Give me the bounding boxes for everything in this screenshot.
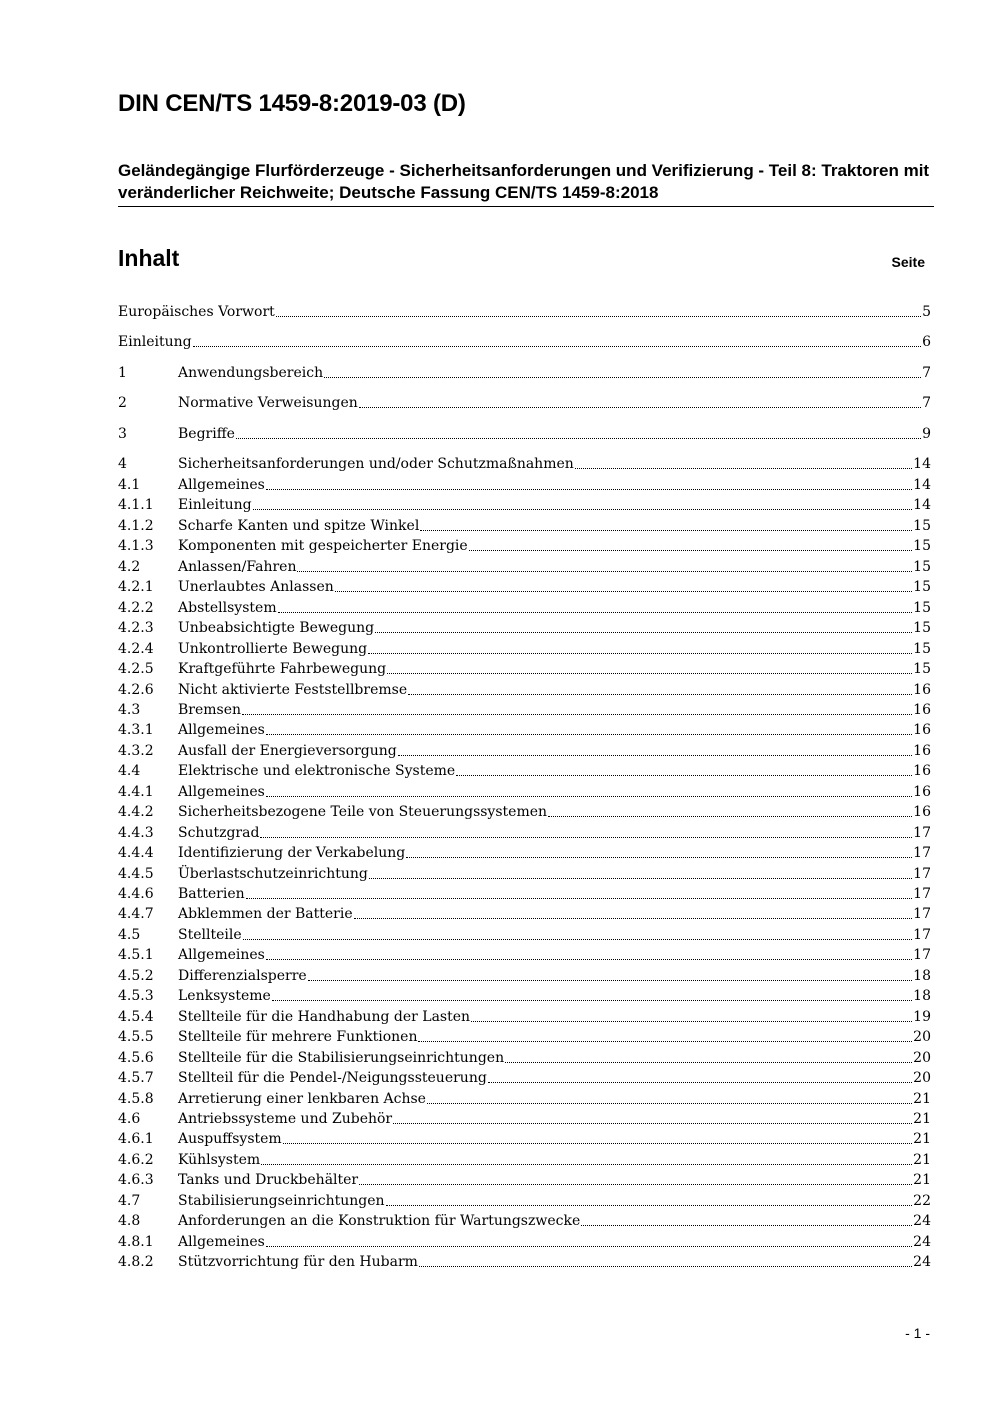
toc-leader-dots	[246, 898, 913, 899]
toc-entry[interactable]	[118, 966, 931, 986]
toc-entry-number: 4.5	[118, 926, 141, 943]
toc-entry-title: Stabilisierungseinrichtungen	[178, 1192, 385, 1209]
toc-entry-page: 7	[922, 395, 931, 411]
toc-entry-number: 4.5.5	[118, 1029, 154, 1046]
toc-entry-page: 15	[913, 538, 931, 555]
toc-entry-title: Stellteile für die Stabilisierungseinrichtungen	[178, 1049, 505, 1066]
toc-leader-dots	[369, 878, 912, 879]
toc-entry-page: 17	[913, 886, 931, 902]
toc-entry-page: 24	[913, 1233, 931, 1250]
toc-leader-dots	[368, 653, 912, 654]
toc-entry-number: 4.2.5	[118, 661, 154, 678]
toc-entry-title: Überlastschutzeinrichtung	[178, 865, 368, 882]
toc-leader-dots	[324, 377, 921, 378]
toc-entry-page: 24	[913, 1254, 931, 1271]
toc-entry-title: Identifizierung der Verkabelung	[178, 845, 406, 862]
toc-entry-title: Schutzgrad	[178, 824, 260, 841]
toc-entry[interactable]	[118, 986, 931, 1006]
toc-leader-dots	[278, 612, 913, 613]
toc-entry-page: 21	[913, 1151, 931, 1168]
toc-entry[interactable]	[118, 659, 931, 679]
toc-entry-number: 1	[118, 365, 127, 381]
toc-entry[interactable]	[118, 1007, 931, 1027]
toc-entry-page: 20	[913, 1049, 931, 1066]
toc-entry-page: 15	[913, 640, 931, 657]
toc-entry-number: 4.5.2	[118, 967, 154, 984]
toc-entry[interactable]	[118, 302, 931, 322]
toc-entry-title: Batterien	[178, 886, 245, 902]
toc-entry-title: Europäisches Vorwort	[118, 304, 275, 320]
toc-entry[interactable]	[118, 516, 931, 536]
toc-entry-title: Stützvorrichtung für den Hubarm	[178, 1254, 418, 1271]
toc-entry[interactable]	[118, 945, 931, 965]
toc-leader-dots	[297, 571, 912, 572]
toc-leader-dots	[266, 489, 912, 490]
toc-entry-number: 4.2.3	[118, 620, 154, 637]
toc-entry-page: 15	[913, 558, 931, 575]
toc-entry-title: Allgemeines	[178, 1233, 265, 1250]
toc-entry-page: 20	[913, 1070, 931, 1087]
toc-entry-page: 16	[913, 783, 931, 800]
toc-leader-dots	[420, 530, 912, 531]
toc-leader-dots	[260, 837, 912, 838]
toc-entry-title: Einleitung	[178, 497, 252, 514]
toc-entry-number: 4.2.6	[118, 681, 154, 698]
toc-entry-page: 17	[913, 824, 931, 841]
toc-entry[interactable]	[118, 741, 931, 761]
toc-entry-page: 7	[922, 365, 931, 381]
toc-leader-dots	[575, 468, 912, 469]
toc-entry-number: 4.4.4	[118, 845, 154, 862]
toc-entry-number: 4.6	[118, 1110, 141, 1127]
toc-entry-number: 4.6.3	[118, 1172, 154, 1189]
toc-entry-number: 4.2.4	[118, 640, 154, 657]
toc-entry[interactable]	[118, 1027, 931, 1047]
toc-entry-title: Antriebssysteme und Zubehör	[178, 1110, 393, 1127]
toc-entry-title: Allgemeines	[178, 722, 265, 739]
toc-entry-title: Elektrische und elektronische Systeme	[178, 763, 456, 780]
toc-entry-title: Kühlsystem	[178, 1151, 261, 1168]
toc-entry-page: 9	[922, 426, 931, 442]
toc-entry-page: 14	[913, 456, 931, 472]
toc-entry-page: 16	[913, 763, 931, 780]
toc-entry-number: 4.8	[118, 1213, 141, 1230]
toc-entry-page: 21	[913, 1131, 931, 1148]
toc-entry-number: 4.8.1	[118, 1233, 154, 1250]
toc-entry-page: 15	[913, 579, 931, 596]
toc-entry-number: 4.2.2	[118, 599, 154, 616]
toc-entry-title: Anforderungen an die Konstruktion für Wartungszwecke	[178, 1213, 581, 1230]
toc-entry-number: 4.3.2	[118, 742, 154, 759]
toc-entry-title: Ausfall der Energieversorgung	[178, 742, 397, 759]
toc-entry-number: 4.1.1	[118, 497, 154, 514]
toc-entry[interactable]	[118, 720, 931, 740]
toc-leader-dots	[406, 857, 912, 858]
toc-entry-number: 4.4.3	[118, 824, 154, 841]
toc-entry-number: 4.4.5	[118, 865, 154, 882]
toc-entry-title: Stellteil für die Pendel-/Neigungssteuerung	[178, 1070, 487, 1087]
toc-entry-page: 17	[913, 947, 931, 964]
toc-entry[interactable]	[118, 639, 931, 659]
toc-entry-number: 4.4.7	[118, 906, 154, 923]
toc-entry-page: 5	[922, 304, 931, 320]
toc-entry-number: 4.4.6	[118, 886, 154, 902]
toc-entry-number: 3	[118, 426, 127, 442]
toc-entry[interactable]	[118, 925, 931, 945]
toc-entry-page: 17	[913, 865, 931, 882]
toc-entry-title: Abstellsystem	[178, 599, 277, 616]
toc-leader-dots	[276, 316, 921, 317]
toc-entry-title: Anlassen/Fahren	[178, 558, 297, 575]
toc-entry-page: 16	[913, 681, 931, 698]
toc-entry-number: 4.2.1	[118, 579, 154, 596]
toc-entry[interactable]	[118, 557, 931, 577]
toc-leader-dots	[375, 632, 912, 633]
toc-entry[interactable]	[118, 1191, 931, 1211]
toc-entry[interactable]	[118, 802, 931, 822]
toc-entry-title: Unerlaubtes Anlassen	[178, 579, 334, 596]
toc-entry-number: 4.5.4	[118, 1008, 154, 1025]
toc-entry[interactable]	[118, 864, 931, 884]
toc-entry-number: 4.1.3	[118, 538, 154, 555]
toc-entry-title: Stellteile für die Handhabung der Lasten	[178, 1008, 471, 1025]
toc-entry[interactable]	[118, 823, 931, 843]
toc-leader-dots	[193, 346, 922, 347]
toc-entry[interactable]	[118, 393, 931, 413]
toc-entry[interactable]	[118, 904, 931, 924]
toc-entry[interactable]	[118, 1150, 931, 1170]
toc-entry-number: 4.5.7	[118, 1070, 154, 1087]
toc-leader-dots	[456, 775, 912, 776]
toc-leader-dots	[469, 550, 912, 551]
toc-entry[interactable]	[118, 1089, 931, 1109]
toc-entry-number: 4.4	[118, 763, 141, 780]
toc-entry[interactable]	[118, 884, 931, 904]
toc-entry[interactable]	[118, 332, 931, 352]
toc-entry-page: 21	[913, 1172, 931, 1189]
toc-entry-page: 24	[913, 1213, 931, 1230]
toc-entry-title: Arretierung einer lenkbaren Achse	[178, 1090, 426, 1107]
toc-entry-number: 4.1.2	[118, 517, 154, 534]
toc-entry[interactable]	[118, 1232, 931, 1252]
toc-entry-title: Nicht aktivierte Feststellbremse	[178, 681, 408, 698]
toc-entry-title: Sicherheitsbezogene Teile von Steuerungssystemen	[178, 804, 548, 821]
toc-entry-title: Einleitung	[118, 334, 192, 350]
toc-leader-dots	[242, 714, 912, 715]
toc-leader-dots	[261, 1164, 912, 1165]
toc-entry-page: 15	[913, 517, 931, 534]
toc-entry[interactable]	[118, 1170, 931, 1190]
toc-entry[interactable]	[118, 1048, 931, 1068]
toc-entry[interactable]	[118, 363, 931, 383]
toc-entry[interactable]	[118, 475, 931, 495]
toc-entry-page: 19	[913, 1008, 931, 1025]
toc-entry-number: 4	[118, 456, 127, 472]
document-subtitle: Geländegängige Flurförderzeuge - Sicherheitsanforderungen und Verifizierung - Teil 8: Traktoren mit veränderlicher Reichweite; Deutsche Fassung CEN/TS 1459-8:2018	[118, 161, 930, 202]
toc-entry-number: 4.7	[118, 1192, 141, 1209]
toc-entry[interactable]	[118, 761, 931, 781]
toc-entry[interactable]	[118, 424, 931, 444]
toc-leader-dots	[354, 918, 913, 919]
toc-leader-dots	[266, 734, 912, 735]
toc-entry-page: 22	[913, 1192, 931, 1209]
toc-leader-dots	[266, 959, 912, 960]
toc-entry[interactable]	[118, 536, 931, 556]
toc-leader-dots	[581, 1225, 912, 1226]
toc-entry-title: Allgemeines	[178, 477, 265, 493]
toc-entry-page: 16	[913, 722, 931, 739]
toc-entry-page: 17	[913, 845, 931, 862]
page-column-label: Seite	[891, 254, 925, 270]
toc-leader-dots	[272, 1000, 912, 1001]
toc-entry-number: 4.8.2	[118, 1254, 154, 1271]
toc-entry-title: Anwendungsbereich	[178, 365, 324, 381]
toc-entry[interactable]	[118, 680, 931, 700]
toc-entry-page: 17	[913, 926, 931, 943]
toc-leader-dots	[505, 1062, 912, 1063]
toc-entry-number: 4.5.6	[118, 1049, 154, 1066]
toc-entry[interactable]	[118, 843, 931, 863]
toc-entry-page: 17	[913, 906, 931, 923]
toc-entry-title: Komponenten mit gespeicherter Energie	[178, 538, 468, 555]
toc-leader-dots	[236, 438, 921, 439]
toc-leader-dots	[243, 939, 913, 940]
toc-leader-dots	[387, 673, 912, 674]
toc-entry-title: Normative Verweisungen	[178, 395, 358, 411]
toc-entry-page: 20	[913, 1029, 931, 1046]
toc-entry-number: 2	[118, 395, 127, 411]
toc-leader-dots	[266, 1246, 912, 1247]
toc-heading: Inhalt	[118, 245, 180, 271]
toc-entry-page: 6	[922, 334, 931, 350]
toc-entry-page: 16	[913, 742, 931, 759]
toc-entry-title: Auspuffsystem	[178, 1131, 282, 1148]
toc-leader-dots	[359, 407, 921, 408]
toc-entry[interactable]	[118, 618, 931, 638]
toc-entry-title: Stellteile für mehrere Funktionen	[178, 1029, 418, 1046]
toc-entry[interactable]	[118, 1252, 931, 1272]
document-title: DIN CEN/TS 1459-8:2019-03 (D)	[118, 90, 466, 117]
toc-leader-dots	[308, 980, 912, 981]
toc-entry-number: 4.5.8	[118, 1090, 154, 1107]
toc-leader-dots	[418, 1041, 912, 1042]
toc-entry-title: Scharfe Kanten und spitze Winkel	[178, 517, 420, 534]
toc-leader-dots	[548, 816, 912, 817]
toc-entry-title: Lenksysteme	[178, 988, 271, 1005]
toc-entry-page: 21	[913, 1110, 931, 1127]
toc-entry-title: Sicherheitsanforderungen und/oder Schutzmaßnahmen	[178, 456, 574, 472]
toc-entry-title: Unbeabsichtigte Bewegung	[178, 620, 375, 637]
toc-entry-page: 15	[913, 620, 931, 637]
toc-entry[interactable]	[118, 1211, 931, 1231]
toc-entry-page: 18	[913, 988, 931, 1005]
toc-leader-dots	[386, 1205, 913, 1206]
toc-entry-page: 14	[913, 497, 931, 514]
toc-leader-dots	[266, 796, 912, 797]
toc-entry-page: 18	[913, 967, 931, 984]
toc-entry[interactable]	[118, 1068, 931, 1088]
toc-entry-title: Unkontrollierte Bewegung	[178, 640, 368, 657]
toc-leader-dots	[283, 1143, 912, 1144]
toc-entry-number: 4.2	[118, 558, 141, 575]
toc-entry-number: 4.1	[118, 477, 141, 493]
toc-entry[interactable]	[118, 577, 931, 597]
toc-entry-number: 4.4.1	[118, 783, 154, 800]
toc-leader-dots	[398, 755, 912, 756]
toc-leader-dots	[419, 1266, 912, 1267]
toc-entry-page: 15	[913, 661, 931, 678]
toc-entry[interactable]	[118, 495, 931, 515]
toc-entry-title: Kraftgeführte Fahrbewegung	[178, 661, 387, 678]
toc-leader-dots	[253, 509, 913, 510]
toc-entry-page: 14	[913, 477, 931, 493]
toc-entry[interactable]	[118, 700, 931, 720]
toc-leader-dots	[359, 1184, 912, 1185]
toc-entry-page: 16	[913, 701, 931, 718]
toc-entry-number: 4.3.1	[118, 722, 154, 739]
toc-leader-dots	[408, 694, 912, 695]
toc-entry-number: 4.6.2	[118, 1151, 154, 1168]
toc-entry-number: 4.3	[118, 701, 141, 718]
toc-entry-title: Allgemeines	[178, 947, 265, 964]
toc-leader-dots	[471, 1021, 912, 1022]
toc-entry-title: Begriffe	[178, 426, 235, 442]
toc-leader-dots	[393, 1123, 912, 1124]
toc-entry[interactable]	[118, 454, 931, 474]
toc-entry-title: Stellteile	[178, 926, 242, 943]
toc-entry-title: Differenzialsperre	[178, 967, 307, 984]
toc-entry[interactable]	[118, 782, 931, 802]
toc-entry-number: 4.6.1	[118, 1131, 154, 1148]
toc-entry[interactable]	[118, 1109, 931, 1129]
toc-entry-title: Bremsen	[178, 701, 242, 718]
toc-entry[interactable]	[118, 1129, 931, 1149]
page-number: - 1 -	[905, 1325, 930, 1341]
toc-entry-title: Abklemmen der Batterie	[178, 906, 353, 923]
toc-entry-title: Allgemeines	[178, 783, 265, 800]
toc-entry-number: 4.5.1	[118, 947, 154, 964]
toc-leader-dots	[335, 591, 912, 592]
toc-entry-page: 16	[913, 804, 931, 821]
toc-entry-number: 4.5.3	[118, 988, 154, 1005]
toc-entry-page: 21	[913, 1090, 931, 1107]
toc-entry-title: Tanks und Druckbehälter	[178, 1172, 359, 1189]
toc-leader-dots	[427, 1103, 912, 1104]
toc-entry-page: 15	[913, 599, 931, 616]
toc-entry[interactable]	[118, 598, 931, 618]
toc-leader-dots	[488, 1082, 912, 1083]
toc-entry-number: 4.4.2	[118, 804, 154, 821]
title-divider	[118, 206, 934, 207]
